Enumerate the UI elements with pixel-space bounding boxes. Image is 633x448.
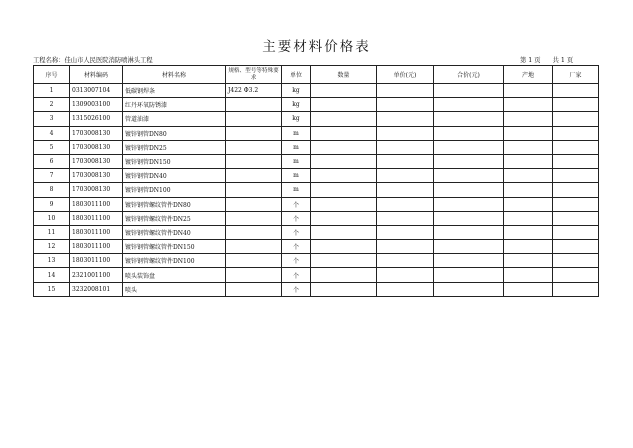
header-code: 材料编码 xyxy=(70,66,123,84)
cell-manufacturer xyxy=(553,183,599,197)
project-label: 工程名称： xyxy=(33,57,65,64)
cell-manufacturer xyxy=(553,98,599,112)
cell-no: 2 xyxy=(34,98,70,112)
cell-unit: m xyxy=(282,154,311,168)
cell-total-price xyxy=(434,254,504,268)
cell-code: 0313007104 xyxy=(70,84,123,98)
cell-unit: 个 xyxy=(282,211,311,225)
page-info xyxy=(520,55,573,64)
cell-unit-price xyxy=(377,240,434,254)
cell-quantity xyxy=(311,197,377,211)
table-row xyxy=(34,140,599,154)
cell-name: 镀锌钢管DN40 xyxy=(123,169,226,183)
cell-total-price xyxy=(434,154,504,168)
cell-no: 12 xyxy=(34,240,70,254)
cell-spec xyxy=(226,126,282,140)
cell-spec xyxy=(226,140,282,154)
table-row xyxy=(34,98,599,112)
cell-name: 镀锌钢管DN150 xyxy=(123,154,226,168)
header-unit-price: 单价(元) xyxy=(377,66,434,84)
cell-unit: m xyxy=(282,169,311,183)
cell-manufacturer xyxy=(553,225,599,239)
cell-no: 11 xyxy=(34,225,70,239)
cell-unit: 个 xyxy=(282,240,311,254)
cell-origin xyxy=(504,112,553,126)
cell-spec xyxy=(226,154,282,168)
cell-no: 15 xyxy=(34,282,70,296)
cell-name: 镀锌钢管螺纹管件DN25 xyxy=(123,211,226,225)
cell-unit-price xyxy=(377,154,434,168)
cell-origin xyxy=(504,84,553,98)
cell-code: 1803011100 xyxy=(70,211,123,225)
cell-name: 镀锌钢管DN80 xyxy=(123,126,226,140)
table-row xyxy=(34,211,599,225)
header-origin: 产地 xyxy=(504,66,553,84)
cell-unit-price xyxy=(377,84,434,98)
project-name: 佳山市人民医院消防喷淋头工程 xyxy=(64,57,153,64)
cell-quantity xyxy=(311,112,377,126)
cell-name: 喷头 xyxy=(123,282,226,296)
cell-quantity xyxy=(311,282,377,296)
cell-origin xyxy=(504,197,553,211)
cell-quantity xyxy=(311,211,377,225)
cell-code: 1703008130 xyxy=(70,183,123,197)
cell-origin xyxy=(504,183,553,197)
header-total-price: 合价(元) xyxy=(434,66,504,84)
cell-spec xyxy=(226,225,282,239)
cell-origin xyxy=(504,240,553,254)
cell-spec xyxy=(226,268,282,282)
table-row xyxy=(34,225,599,239)
cell-total-price xyxy=(434,225,504,239)
cell-unit: kg xyxy=(282,98,311,112)
cell-spec xyxy=(226,98,282,112)
cell-name: 管道油漆 xyxy=(123,112,226,126)
table-row xyxy=(34,282,599,296)
cell-origin xyxy=(504,282,553,296)
cell-total-price xyxy=(434,169,504,183)
project-info xyxy=(33,55,153,64)
cell-unit-price xyxy=(377,98,434,112)
cell-unit-price xyxy=(377,183,434,197)
cell-origin xyxy=(504,169,553,183)
header-spec: 规格、型号等特殊要求 xyxy=(226,66,282,84)
cell-origin xyxy=(504,225,553,239)
cell-quantity xyxy=(311,254,377,268)
cell-code: 1315026100 xyxy=(70,112,123,126)
cell-spec xyxy=(226,282,282,296)
cell-spec xyxy=(226,211,282,225)
cell-quantity xyxy=(311,183,377,197)
cell-manufacturer xyxy=(553,268,599,282)
cell-spec xyxy=(226,183,282,197)
cell-unit-price xyxy=(377,254,434,268)
page-current: 第 1 页 xyxy=(520,57,541,64)
cell-origin xyxy=(504,126,553,140)
cell-code: 1803011100 xyxy=(70,197,123,211)
cell-code: 1703008130 xyxy=(70,126,123,140)
cell-spec xyxy=(226,197,282,211)
cell-manufacturer xyxy=(553,211,599,225)
cell-quantity xyxy=(311,240,377,254)
cell-no: 3 xyxy=(34,112,70,126)
cell-quantity xyxy=(311,84,377,98)
cell-total-price xyxy=(434,197,504,211)
cell-manufacturer xyxy=(553,154,599,168)
cell-name: 镀锌钢管螺纹管件DN100 xyxy=(123,254,226,268)
cell-code: 2321001100 xyxy=(70,268,123,282)
cell-spec: J422 Φ3.2 xyxy=(226,84,282,98)
cell-name: 镀锌钢管DN100 xyxy=(123,183,226,197)
cell-manufacturer xyxy=(553,254,599,268)
cell-code: 1803011100 xyxy=(70,254,123,268)
cell-total-price xyxy=(434,240,504,254)
table-row xyxy=(34,154,599,168)
cell-unit-price xyxy=(377,282,434,296)
cell-unit: 个 xyxy=(282,254,311,268)
header-name: 材料名称 xyxy=(123,66,226,84)
material-price-table xyxy=(33,65,599,297)
cell-spec xyxy=(226,240,282,254)
cell-name: 镀锌钢管螺纹管件DN80 xyxy=(123,197,226,211)
cell-total-price xyxy=(434,140,504,154)
cell-unit: 个 xyxy=(282,268,311,282)
cell-unit: kg xyxy=(282,84,311,98)
cell-total-price xyxy=(434,84,504,98)
cell-unit-price xyxy=(377,140,434,154)
cell-unit: 个 xyxy=(282,282,311,296)
cell-quantity xyxy=(311,154,377,168)
cell-quantity xyxy=(311,268,377,282)
cell-unit: m xyxy=(282,126,311,140)
cell-unit-price xyxy=(377,126,434,140)
table-row xyxy=(34,112,599,126)
table-row xyxy=(34,254,599,268)
cell-name: 红丹环氧防锈漆 xyxy=(123,98,226,112)
header-manufacturer: 厂家 xyxy=(553,66,599,84)
cell-total-price xyxy=(434,126,504,140)
header-unit: 单位 xyxy=(282,66,311,84)
cell-quantity xyxy=(311,126,377,140)
table-row xyxy=(34,268,599,282)
table-row xyxy=(34,240,599,254)
cell-no: 14 xyxy=(34,268,70,282)
table-header-row xyxy=(34,66,599,84)
cell-code: 1803011100 xyxy=(70,225,123,239)
cell-no: 5 xyxy=(34,140,70,154)
cell-no: 9 xyxy=(34,197,70,211)
table-row xyxy=(34,169,599,183)
cell-origin xyxy=(504,140,553,154)
table-row xyxy=(34,126,599,140)
cell-manufacturer xyxy=(553,197,599,211)
cell-no: 1 xyxy=(34,84,70,98)
cell-unit: 个 xyxy=(282,197,311,211)
cell-unit-price xyxy=(377,211,434,225)
cell-manufacturer xyxy=(553,112,599,126)
table-row xyxy=(34,84,599,98)
cell-spec xyxy=(226,254,282,268)
cell-spec xyxy=(226,112,282,126)
cell-unit-price xyxy=(377,268,434,282)
cell-manufacturer xyxy=(553,169,599,183)
cell-origin xyxy=(504,254,553,268)
cell-quantity xyxy=(311,169,377,183)
cell-name: 镀锌钢管螺纹管件DN150 xyxy=(123,240,226,254)
cell-manufacturer xyxy=(553,84,599,98)
cell-quantity xyxy=(311,98,377,112)
header-no: 序号 xyxy=(34,66,70,84)
cell-total-price xyxy=(434,98,504,112)
cell-no: 6 xyxy=(34,154,70,168)
cell-origin xyxy=(504,211,553,225)
cell-code: 1703008130 xyxy=(70,169,123,183)
cell-total-price xyxy=(434,282,504,296)
cell-manufacturer xyxy=(553,126,599,140)
table-row xyxy=(34,197,599,211)
cell-no: 4 xyxy=(34,126,70,140)
cell-code: 1703008130 xyxy=(70,154,123,168)
header-quantity: 数量 xyxy=(311,66,377,84)
cell-total-price xyxy=(434,183,504,197)
cell-name: 镀锌钢管DN25 xyxy=(123,140,226,154)
cell-unit: 个 xyxy=(282,225,311,239)
cell-code: 1309003100 xyxy=(70,98,123,112)
cell-name: 镀锌钢管螺纹管件DN40 xyxy=(123,225,226,239)
cell-code: 1803011100 xyxy=(70,240,123,254)
cell-manufacturer xyxy=(553,282,599,296)
page-title: 主要材料价格表 xyxy=(262,39,371,55)
cell-no: 8 xyxy=(34,183,70,197)
cell-unit: kg xyxy=(282,112,311,126)
cell-total-price xyxy=(434,211,504,225)
cell-name: 喷头装饰盘 xyxy=(123,268,226,282)
cell-quantity xyxy=(311,225,377,239)
cell-code: 3232008101 xyxy=(70,282,123,296)
cell-origin xyxy=(504,268,553,282)
cell-manufacturer xyxy=(553,240,599,254)
cell-unit-price xyxy=(377,225,434,239)
cell-unit-price xyxy=(377,169,434,183)
cell-total-price xyxy=(434,268,504,282)
cell-no: 10 xyxy=(34,211,70,225)
cell-origin xyxy=(504,98,553,112)
page-total: 共 1 页 xyxy=(552,57,574,64)
cell-manufacturer xyxy=(553,140,599,154)
cell-unit: m xyxy=(282,183,311,197)
table-row xyxy=(34,183,599,197)
cell-unit-price xyxy=(377,112,434,126)
cell-code: 1703008130 xyxy=(70,140,123,154)
cell-unit: m xyxy=(282,140,311,154)
cell-total-price xyxy=(434,112,504,126)
cell-unit-price xyxy=(377,197,434,211)
cell-spec xyxy=(226,169,282,183)
cell-no: 7 xyxy=(34,169,70,183)
cell-name: 低碳钢焊条 xyxy=(123,84,226,98)
cell-origin xyxy=(504,154,553,168)
cell-quantity xyxy=(311,140,377,154)
cell-no: 13 xyxy=(34,254,70,268)
